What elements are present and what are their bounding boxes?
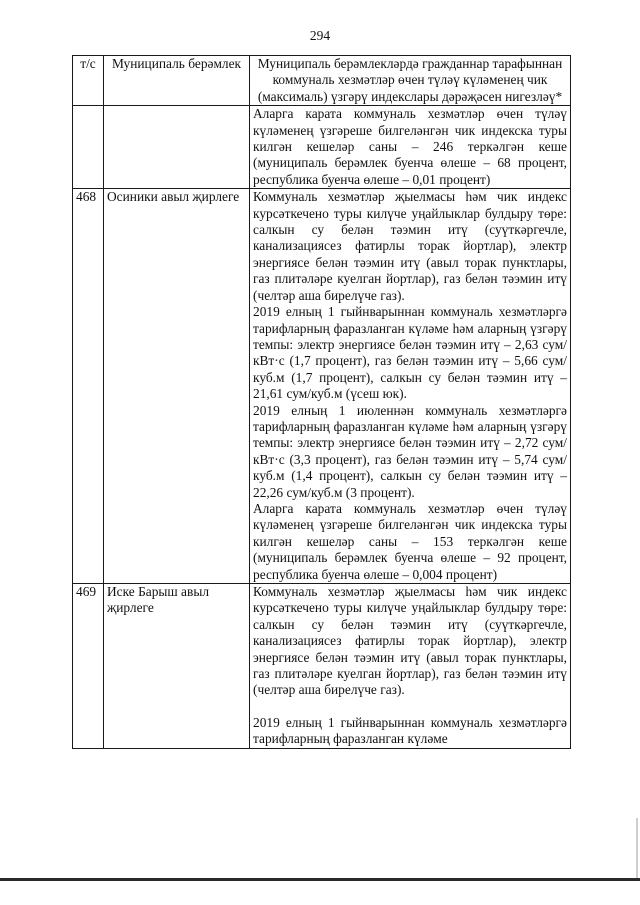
header-number: т/с — [73, 56, 104, 106]
municipality-name: Осиники авыл җирлеге — [104, 189, 250, 584]
row-number — [73, 106, 104, 189]
header-municipality: Муниципаль берәмлек — [104, 56, 250, 106]
scan-edge-mark — [636, 818, 638, 878]
basis-cell — [250, 189, 571, 584]
row-number: 468 — [73, 189, 104, 584]
paragraph-spacer — [253, 699, 567, 715]
municipality-name — [104, 106, 250, 189]
basis-cell — [250, 584, 571, 749]
basis-paragraph: Коммуналь хезмәтләр җыелмасы һәм чик индекс курсәткечено туры килүче уңайлыклар булдыру төре: салкын су белән тәэмин итү (суүткәргечле, канализациясез фатирлы торак йортлар), электр энергиясе белән тәэмин итү (авыл торак пунктлары, газ плитәләре куелган йортлар), газ белән тәэмин итү (челтәр аша бирелүче газ). — [253, 189, 567, 303]
tariff-index-table — [72, 55, 571, 749]
basis-paragraph: Аларга карата коммуналь хезмәтләр өчен түләү күләменең үзгәреше билгеләнгән чик индекска туры килгән кешеләр саны – 153 теркәлгән кеше (муниципаль берәмлек буенча өлеше – 92 процент, республика буенча өлеше – 0,004 процент) — [253, 500, 567, 582]
basis-paragraph: 2019 елның 1 гыйнварыннан коммуналь хезмәтләргә тарифларның фаразланган күләме — [253, 714, 567, 747]
scan-bottom-rule — [0, 878, 640, 881]
municipality-name: Иске Барыш авыл җирлеге — [104, 584, 250, 749]
header-basis: Муниципаль берәмлекләрдә гражданнар тарафыннан коммуналь хезмәтләр өчен түләү күләменең чик (максималь) үзгәрү индекслары дәрәҗәсен нигезләү* — [250, 56, 571, 106]
table-row — [73, 584, 571, 749]
basis-paragraph: 2019 елның 1 гыйнварыннан коммуналь хезмәтләргә тарифларның фаразланган күләме һәм аларның үзгәрү темпы: электр энергиясе белән тәэмин итү – 2,63 сум/кВт·с (1,7 процент), газ белән тәэмин итү – 5,66 сум/куб.м (1,7 процент), салкын су белән тәэмин итү – 21,61 сум/куб.м (үсеш юк). — [253, 304, 567, 402]
basis-cell — [250, 106, 571, 189]
row-number: 469 — [73, 584, 104, 749]
table-row — [73, 106, 571, 189]
table-row — [73, 189, 571, 584]
basis-paragraph: Аларга карата коммуналь хезмәтләр өчен түләү күләменең үзгәреше билгеләнгән чик индекска туры килгән кешеләр саны – 246 теркәлгән кеше (муниципаль берәмлек буенча өлеше – 68 процент, республика буенча өлеше – 0,01 процент) — [253, 106, 567, 187]
basis-paragraph: 2019 елның 1 июленнән коммуналь хезмәтләргә тарифларның фаразланган күләме һәм аларның үзгәрү темпы: электр энергиясе белән тәэмин итү – 2,72 сум/кВт·с (3,3 процент), газ белән тәэмин итү – 5,74 сум/куб.м (1,4 процент), салкын су белән тәэмин итү – 22,26 сум/куб.м (3 процент). — [253, 402, 567, 500]
table-header-row — [73, 56, 571, 106]
basis-paragraph: Коммуналь хезмәтләр җыелмасы һәм чик индекс курсәткечено туры килүче уңайлыклар булдыру төре: салкын су белән тәэмин итү (суүткәргечле, канализациясез фатирлы торак йортлар), электр энергиясе белән тәэмин итү (авыл торак пунктлары, газ плитәләре куелган йортлар), газ белән тәэмин итү (челтәр аша бирелүче газ). — [253, 584, 567, 698]
page-number: 294 — [309, 28, 331, 43]
